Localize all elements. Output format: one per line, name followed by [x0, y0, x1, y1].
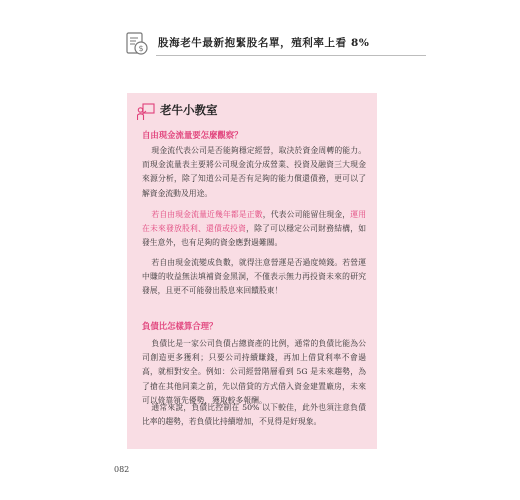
- page-header-title: 股海老牛最新抱緊股名單，殖利率上看 8%: [158, 37, 370, 49]
- page-header: [126, 27, 426, 63]
- paragraph-cash-flow-intro: 現金流代表公司是否能夠穩定經營，取決於資金周轉的能力。而現金流量表主要將公司現金流分成營業、投資及融資三大現金來源分析，除了知道公司是否有足夠的能力償還債務，更可以了解資金流動及用途。: [142, 146, 366, 198]
- teacher-board-icon: [137, 103, 155, 121]
- page-number: 082: [114, 465, 130, 474]
- highlight-usage: 運用在未來發放股利、還債或投資: [142, 210, 367, 234]
- question-debt-ratio: 負債比怎樣算合理？: [142, 321, 218, 331]
- coin-document-icon: [126, 31, 148, 57]
- highlight-positive: 若自由現金流量近幾年都是正數: [151, 210, 263, 219]
- paragraph-debt-ratio-advice: 通常來說，負債比控制在 50% 以下較佳，此外也須注意負債比率的趨勢，若負債比持續增加，不見得是好現象。: [142, 403, 366, 427]
- box-title: 老牛小教室: [160, 103, 218, 117]
- paragraph-debt-ratio-intro: 負債比是一家公司負債占總資產的比例，通常的負債比能為公司創造更多獲利；只要公司持續賺錢，再加上借貸利率不會過高，就相對安全。例如：公司經營階層看到 5G 是未來趨勢，為了搶在其他同業之前，先以借貸的方式借入資金建置廠房，未來可以倚靠領先優勢，獲取較多報酬。: [142, 339, 366, 405]
- paragraph-positive-cash-flow: 若自由現金流量近幾年都是正數，代表公司能留住現金，運用在未來發放股利、還債或投資，除了可以穩定公司財務結構，如發生意外，也有足夠的資金應對過難關。: [142, 210, 367, 248]
- paragraph-negative-cash-flow: 若自由現金流變成負數，就得注意營運是否過度燒錢。若營運中賺的收益無法填補資金黑洞，不僅表示無力再投資未來的研究發展，且更不可能發出股息來回饋股東！: [142, 258, 366, 296]
- svg-text:$: $: [138, 44, 144, 53]
- header-divider: [156, 55, 426, 56]
- sidebar-box: [127, 93, 377, 449]
- question-free-cash-flow: 自由現金流量要怎麼觀察？: [142, 130, 243, 140]
